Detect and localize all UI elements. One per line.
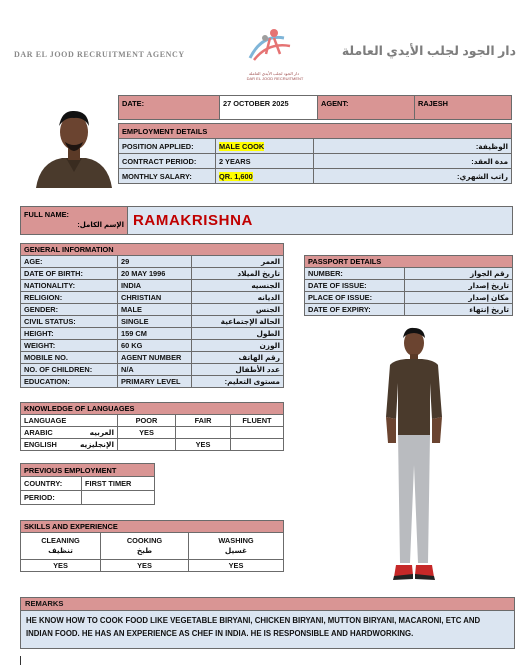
skill-value-cooking: YES xyxy=(101,560,189,572)
passport-label: NUMBER: xyxy=(305,268,405,280)
full-name-label: FULL NAME: xyxy=(24,210,70,219)
agency-name-ar: دار الجود لجلب الأيدي العاملة xyxy=(341,44,516,58)
general-label-ar: العمر xyxy=(192,256,284,268)
full-name-value: RAMAKRISHNA xyxy=(128,207,513,235)
passport-label: DATE OF ISSUE: xyxy=(305,280,405,292)
general-rows xyxy=(21,256,284,388)
language-name-ar: الإنجليزيه xyxy=(79,440,114,449)
employment-row xyxy=(119,169,512,184)
general-label: DATE OF BIRTH: xyxy=(21,268,118,280)
general-value: N/A xyxy=(118,364,192,376)
agency-logo xyxy=(240,24,302,72)
skill-name: CLEANING xyxy=(41,536,80,545)
previous-employment-table xyxy=(20,463,155,505)
skills-table xyxy=(20,520,284,572)
date-label: DATE: xyxy=(119,96,220,120)
passport-label-ar: رقم الجواز xyxy=(405,268,513,280)
previous-value: FIRST TIMER xyxy=(82,477,155,491)
language-poor: YES xyxy=(118,427,176,439)
general-value: SINGLE xyxy=(118,316,192,328)
previous-label: PERIOD: xyxy=(21,491,82,505)
general-label-ar: عدد الأطفال xyxy=(192,364,284,376)
general-label-ar: الجنس xyxy=(192,304,284,316)
general-value: MALE xyxy=(118,304,192,316)
general-row xyxy=(21,364,284,376)
language-fluent xyxy=(231,427,284,439)
general-label: NO. OF CHILDREN: xyxy=(21,364,118,376)
employment-label: CONTRACT PERIOD: xyxy=(119,154,216,169)
date-value: 27 OCTOBER 2025 xyxy=(220,96,318,120)
previous-section-title: PREVIOUS EMPLOYMENT xyxy=(21,464,155,477)
employment-label-ar: مدة العقد: xyxy=(314,154,512,169)
agent-value: RAJESH xyxy=(415,96,512,120)
skill-name-ar: غسيل xyxy=(224,546,248,555)
general-row xyxy=(21,280,284,292)
language-poor xyxy=(118,439,176,451)
general-row xyxy=(21,376,284,388)
general-row xyxy=(21,256,284,268)
general-value: 20 MAY 1996 xyxy=(118,268,192,280)
languages-section-title: KNOWLEDGE OF LANGUAGES xyxy=(21,403,284,415)
languages-col-fair: FAIR xyxy=(176,415,231,427)
general-value: 159 CM xyxy=(118,328,192,340)
languages-col-fluent: FLUENT xyxy=(231,415,284,427)
general-label-ar: الديانه xyxy=(192,292,284,304)
full-name-table xyxy=(20,206,513,235)
passport-label: PLACE OF ISSUE: xyxy=(305,292,405,304)
general-label: RELIGION: xyxy=(21,292,118,304)
general-label: GENDER: xyxy=(21,304,118,316)
passport-row xyxy=(305,304,513,316)
skills-section-title: SKILLS AND EXPERIENCE xyxy=(21,521,284,533)
skill-value-washing: YES xyxy=(189,560,284,572)
general-label-ar: الجنسيه xyxy=(192,280,284,292)
general-row xyxy=(21,328,284,340)
agency-name-en: DAR EL JOOD RECRUITMENT AGENCY xyxy=(14,50,185,59)
general-label-ar: الحالة الإجتماعية xyxy=(192,316,284,328)
general-label-ar: مستوى التعليم: xyxy=(192,376,284,388)
skill-header-cooking xyxy=(101,533,189,560)
passport-label: DATE OF EXPIRY: xyxy=(305,304,405,316)
date-agent-table xyxy=(118,95,512,120)
general-label: EDUCATION: xyxy=(21,376,118,388)
language-row xyxy=(21,427,284,439)
general-value: AGENT NUMBER xyxy=(118,352,192,364)
agency-logo-icon xyxy=(240,24,302,72)
languages-col-poor: POOR xyxy=(118,415,176,427)
applicant-headshot xyxy=(32,102,116,188)
passport-label-ar: تاريخ إصدار xyxy=(405,280,513,292)
logo-subtitle-en: DAR EL JOOD RECRUITMENT xyxy=(246,76,304,81)
passport-section-title: PASSPORT DETAILS xyxy=(305,256,513,268)
language-row xyxy=(21,439,284,451)
general-section-title: GENERAL INFORMATION xyxy=(21,244,284,256)
applicant-full-body-photo xyxy=(376,325,452,593)
language-name-ar: العربيه xyxy=(89,428,114,437)
general-value: 29 xyxy=(118,256,192,268)
general-row xyxy=(21,268,284,280)
agent-label: AGENT: xyxy=(318,96,415,120)
skill-name-ar: تنظيف xyxy=(48,546,73,555)
general-value: CHRISTIAN xyxy=(118,292,192,304)
employment-label: POSITION APPLIED: xyxy=(119,139,216,154)
passport-label-ar: تاريخ إنتهاء xyxy=(405,304,513,316)
language-fair xyxy=(176,427,231,439)
employment-row xyxy=(119,154,512,169)
language-fluent xyxy=(231,439,284,451)
previous-value xyxy=(82,491,155,505)
previous-row xyxy=(21,477,155,491)
full-name-label-cell xyxy=(21,207,128,235)
general-label-ar: رقم الهاتف xyxy=(192,352,284,364)
general-value: INDIA xyxy=(118,280,192,292)
employment-row xyxy=(119,139,512,154)
languages-table xyxy=(20,402,284,451)
general-label: WEIGHT: xyxy=(21,340,118,352)
general-label-ar: الوزن xyxy=(192,340,284,352)
language-name-cell xyxy=(21,439,118,451)
skill-name: COOKING xyxy=(126,536,163,545)
general-row xyxy=(21,352,284,364)
page-margin-mark xyxy=(20,656,21,665)
passport-row xyxy=(305,268,513,280)
employment-section-title: EMPLOYMENT DETAILS xyxy=(119,124,512,139)
general-label: AGE: xyxy=(21,256,118,268)
skill-name-ar: طبخ xyxy=(136,546,153,555)
previous-label: COUNTRY: xyxy=(21,477,82,491)
general-value: PRIMARY LEVEL xyxy=(118,376,192,388)
passport-label-ar: مكان إصدار xyxy=(405,292,513,304)
logo-subtitle-ar: دار الجود لجلب الأيدي العاملة xyxy=(248,71,300,76)
language-name: ENGLISH xyxy=(24,440,57,449)
general-label-ar: الطول xyxy=(192,328,284,340)
language-fair: YES xyxy=(176,439,231,451)
general-row xyxy=(21,340,284,352)
general-row xyxy=(21,292,284,304)
skill-name: WASHING xyxy=(218,536,254,545)
language-name: ARABIC xyxy=(24,428,53,437)
employment-label: MONTHLY SALARY: xyxy=(119,169,216,184)
skill-header-cleaning xyxy=(21,533,101,560)
passport-rows xyxy=(305,268,513,316)
passport-table xyxy=(304,255,513,316)
employment-label-ar: راتب الشهري: xyxy=(314,169,512,184)
general-label: NATIONALITY: xyxy=(21,280,118,292)
position-value: MALE COOK xyxy=(219,141,265,151)
general-value: 60 KG xyxy=(118,340,192,352)
languages-col-language: LANGUAGE xyxy=(21,415,118,427)
employment-details-table xyxy=(118,123,512,184)
general-label: CIVIL STATUS: xyxy=(21,316,118,328)
general-label: MOBILE NO. xyxy=(21,352,118,364)
general-info-table xyxy=(20,243,284,388)
remarks-text: HE KNOW HOW TO COOK FOOD LIKE VEGETABLE BIRYANI, CHICKEN BIRYANI, MUTTON BIRYANI, MACARONI, ETC AND INDIAN FOOD. HE HAS AN EXPERIENCE AS CHEF IN INDIA. HE IS RESPONSIBLE AND HARDWORKING. xyxy=(20,611,515,649)
full-name-label-ar: الإسم الكامل: xyxy=(77,222,124,229)
passport-row xyxy=(305,292,513,304)
remarks-section-title: REMARKS xyxy=(20,597,515,611)
previous-row xyxy=(21,491,155,505)
contract-value: 2 YEARS xyxy=(216,154,314,169)
general-row xyxy=(21,316,284,328)
general-label-ar: تاريخ الميلاد xyxy=(192,268,284,280)
general-label: HEIGHT: xyxy=(21,328,118,340)
skill-value-cleaning: YES xyxy=(21,560,101,572)
employment-label-ar: الوظيفة: xyxy=(314,139,512,154)
passport-row xyxy=(305,280,513,292)
salary-value: QR. 1,600 xyxy=(219,171,253,181)
general-row xyxy=(21,304,284,316)
language-name-cell xyxy=(21,427,118,439)
skill-header-washing xyxy=(189,533,284,560)
